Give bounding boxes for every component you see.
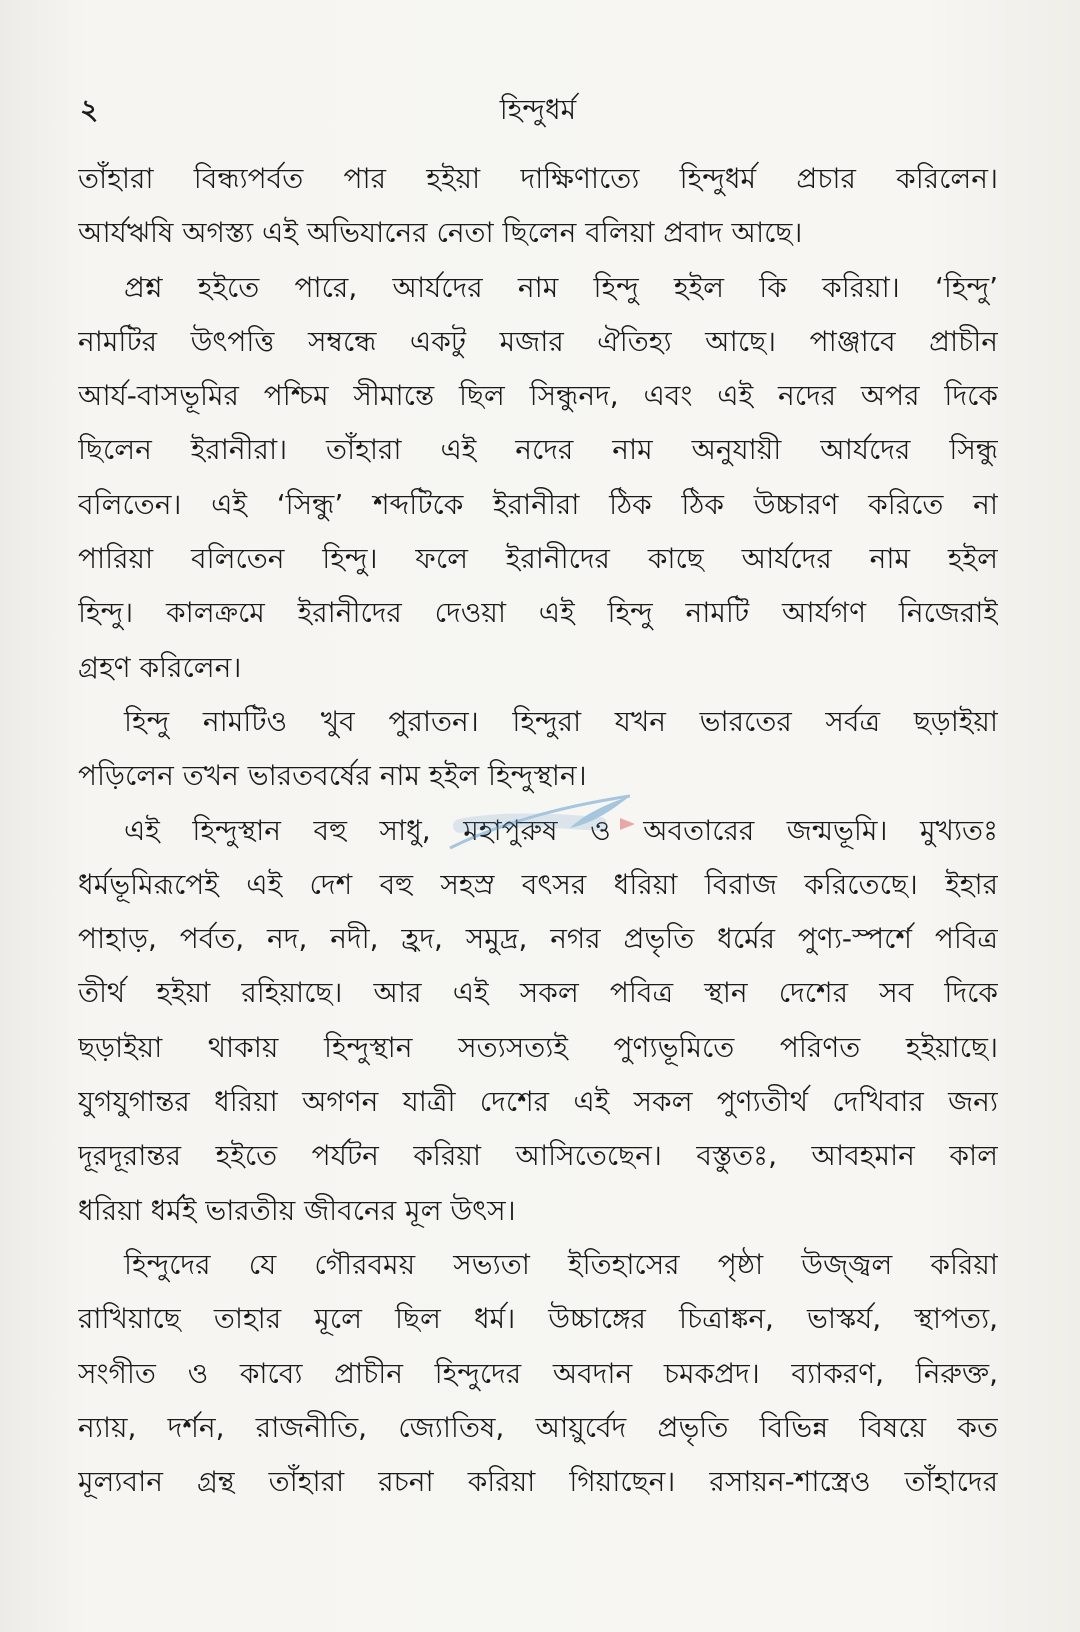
text-line: আর্যঋষি অগস্ত্য এই অভিযানের নেতা ছিলেন বলিয়া প্রবাদ আছে। <box>78 216 803 250</box>
text-line: সংগীত ও কাব্যে প্রাচীন হিন্দুদের অবদান চমকপ্রদ। ব্যাকরণ, নিরুক্ত, <box>78 1356 998 1390</box>
text-line: পাহাড়, পর্বত, নদ, নদী, হ্রদ, সমুদ্র, নগর প্রভৃতি ধর্মের পুণ্য-স্পর্শে পবিত্র <box>78 922 998 956</box>
quill-logo-icon <box>450 796 635 848</box>
text-line: যুগযুগান্তর ধরিয়া অগণন যাত্রী দেশের এই সকল পুণ্যতীর্থ দেখিবার জন্য <box>78 1085 998 1119</box>
text-line: রাখিয়াছে তাহার মূলে ছিল ধর্ম। উচ্চাঙ্গের চিত্রাঙ্কন, ভাস্কর্য, স্থাপত্য, <box>78 1302 998 1336</box>
text-line: আর্য-বাসভূমির পশ্চিম সীমান্তে ছিল সিন্ধুনদ, এবং এই নদের অপর দিকে <box>78 379 998 413</box>
text-line: দূরদূরান্তর হইতে পর্যটন করিয়া আসিতেছেন। বস্তুতঃ, আবহমান কাল <box>78 1139 998 1173</box>
text-line: বলিতেন। এই ‘সিন্ধু’ শব্দটিকে ইরানীরা ঠিক ঠিক উচ্চারণ করিতে না <box>78 487 998 521</box>
running-head <box>78 88 998 128</box>
text-line: ছিলেন ইরানীরা। তাঁহারা এই নদের নাম অনুযায়ী আর্যদের সিন্ধু <box>78 433 998 467</box>
text-line: হিন্দু নামটিও খুব পুরাতন। হিন্দুরা যখন ভারতের সর্বত্র ছড়াইয়া <box>124 704 998 738</box>
text-line: ছড়াইয়া থাকায় হিন্দুস্থান সত্যসত্যই পুণ্যভূমিতে পরিণত হইয়াছে। <box>78 1030 998 1064</box>
text-line: ধর্মভূমিরূপেই এই দেশ বহু সহস্র বৎসর ধরিয়া বিরাজ করিতেছে। ইহার <box>78 867 998 901</box>
page-number: ২ <box>80 93 99 126</box>
publisher-watermark-logo <box>430 788 650 858</box>
text-line: প্রশ্ন হইতে পারে, আর্যদের নাম হিন্দু হইল কি করিয়া। ‘হিন্দু’ <box>124 270 998 304</box>
text-line: তাঁহারা বিন্ধ্যপর্বত পার হইয়া দাক্ষিণাত্যে হিন্দুধর্ম প্রচার করিলেন। <box>78 162 998 195</box>
paragraph <box>78 1238 998 1509</box>
text-line: তীর্থ হইয়া রহিয়াছে। আর এই সকল পবিত্র স্থান দেশের সব দিকে <box>78 976 998 1010</box>
text-line: ন্যায়, দর্শন, রাজনীতি, জ্যোতিষ, আয়ুর্বেদ প্রভৃতি বিভিন্ন বিষয়ে কত <box>78 1410 998 1444</box>
text-line: পড়িলেন তখন ভারতবর্ষের নাম হইল হিন্দুস্থান। <box>78 759 587 793</box>
text-line: এই হিন্দুস্থান বহু সাধু, মহাপুরুষ ও অবতারের জন্মভূমি। মুখ্যতঃ <box>124 813 998 847</box>
paragraph <box>78 152 998 261</box>
text-line: পারিয়া বলিতেন হিন্দু। ফলে ইরানীদের কাছে আর্যদের নাম হইল <box>78 542 998 576</box>
text-line: মূল্যবান গ্রন্থ তাঁহারা রচনা করিয়া গিয়াছেন। রসায়ন-শাস্ত্রেও তাঁহাদের <box>78 1465 998 1499</box>
running-title: হিন্দুধর্ম <box>499 93 577 126</box>
paragraph <box>78 804 998 1238</box>
text-line: ধরিয়া ধর্মই ভারতীয় জীবনের মূল উৎস। <box>78 1193 516 1227</box>
text-line: গ্রহণ করিলেন। <box>78 650 242 684</box>
text-line: হিন্দু। কালক্রমে ইরানীদের দেওয়া এই হিন্দু নামটি আর্যগণ নিজেরাই <box>78 596 998 630</box>
text-line: নামটির উৎপত্তি সম্বন্ধে একটু মজার ঐতিহ্য আছে। পাঞ্জাবে প্রাচীন <box>78 324 998 358</box>
paragraph <box>78 261 998 695</box>
text-line: হিন্দুদের যে গৌরবময় সভ্যতা ইতিহাসের পৃষ্ঠা উজ্জ্বল করিয়া <box>124 1247 998 1281</box>
